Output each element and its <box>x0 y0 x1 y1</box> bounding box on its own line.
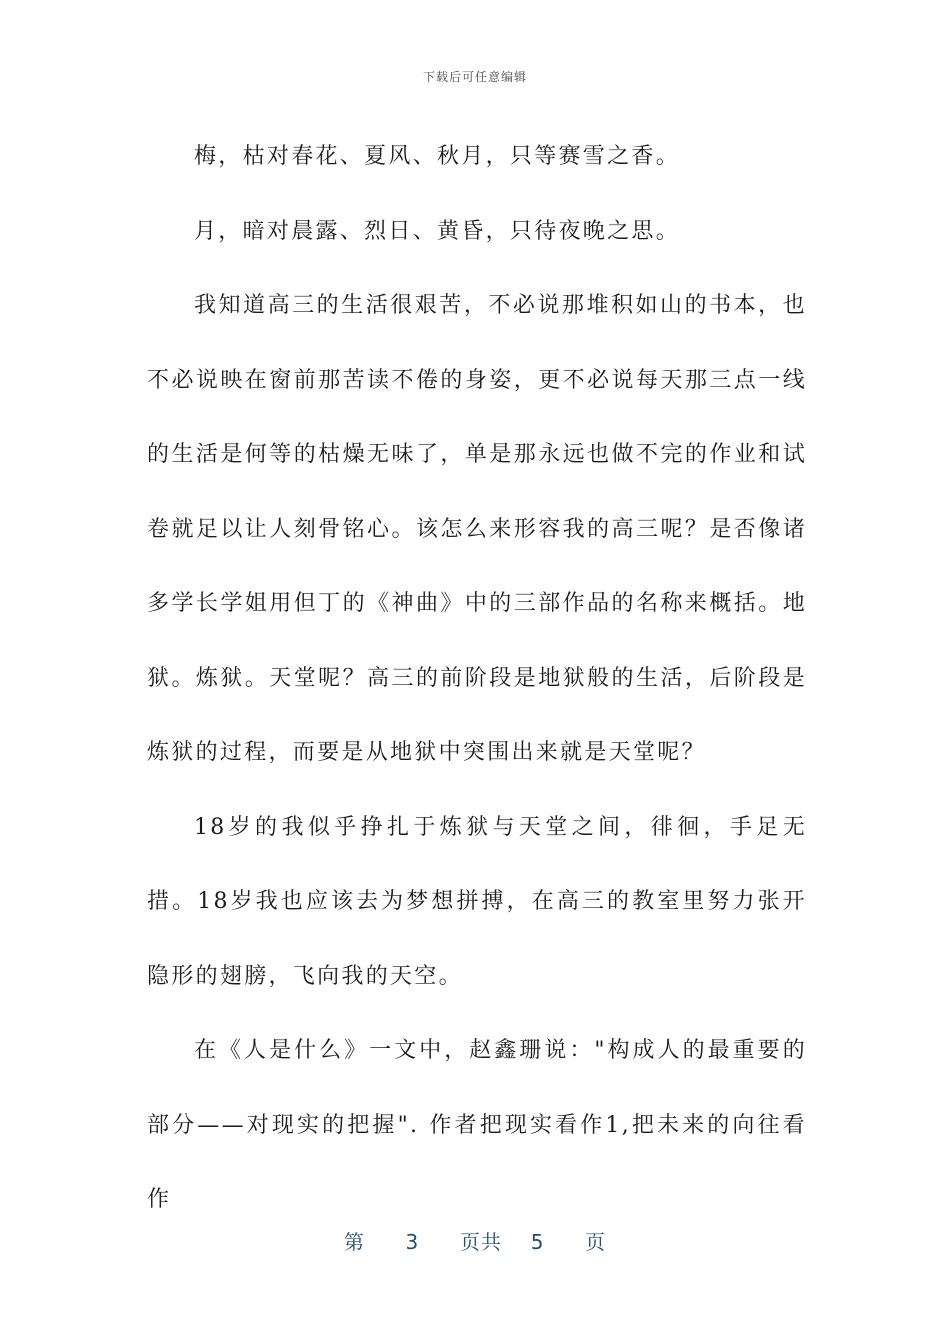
footer-current-page: 3 <box>405 1230 420 1254</box>
document-body <box>147 120 807 1238</box>
paragraph-1: 梅，枯对春花、夏风、秋月，只等赛雪之香。 <box>194 144 681 169</box>
paragraph-5: 在《人是什么》一文中，赵鑫珊说："构成人的最重要的部分——对现实的把握". 作者把现实看作1,把未来的向往看作 <box>147 1038 807 1212</box>
paragraph-3: 我知道高三的生活很艰苦，不必说那堆积如山的书本，也不必说映在窗前那苦读不倦的身姿，更不必说每天那三点一线的生活是何等的枯燥无味了，单是那永远也做不完的作业和试卷就足以让人刻骨铭心。该怎么来形容我的高三呢？是否像诸多学长学姐用但丁的《神曲》中的三部作品的名称来概括。地狱。炼狱。天堂呢？高三的前阶段是地狱般的生活，后阶段是炼狱的过程，而要是从地狱中突围出来就是天堂呢？ <box>147 293 807 765</box>
footer-middle: 页共 <box>460 1230 502 1254</box>
footer-suffix: 页 <box>585 1230 607 1254</box>
paragraph-2: 月，暗对晨露、烈日、黄昏，只待夜晚之思。 <box>194 218 681 244</box>
page-header: 下载后可任意编辑 <box>422 70 527 84</box>
footer-total-pages: 5 <box>530 1230 545 1254</box>
page-footer <box>0 1226 950 1255</box>
paragraph-4: 18岁的我似乎挣扎于炼狱与天堂之间，徘徊，手足无措。18岁我也应该去为梦想拼搏，在高三的教室里努力张开隐形的翅膀，飞向我的天空。 <box>147 814 807 989</box>
footer-prefix: 第 <box>343 1230 365 1254</box>
